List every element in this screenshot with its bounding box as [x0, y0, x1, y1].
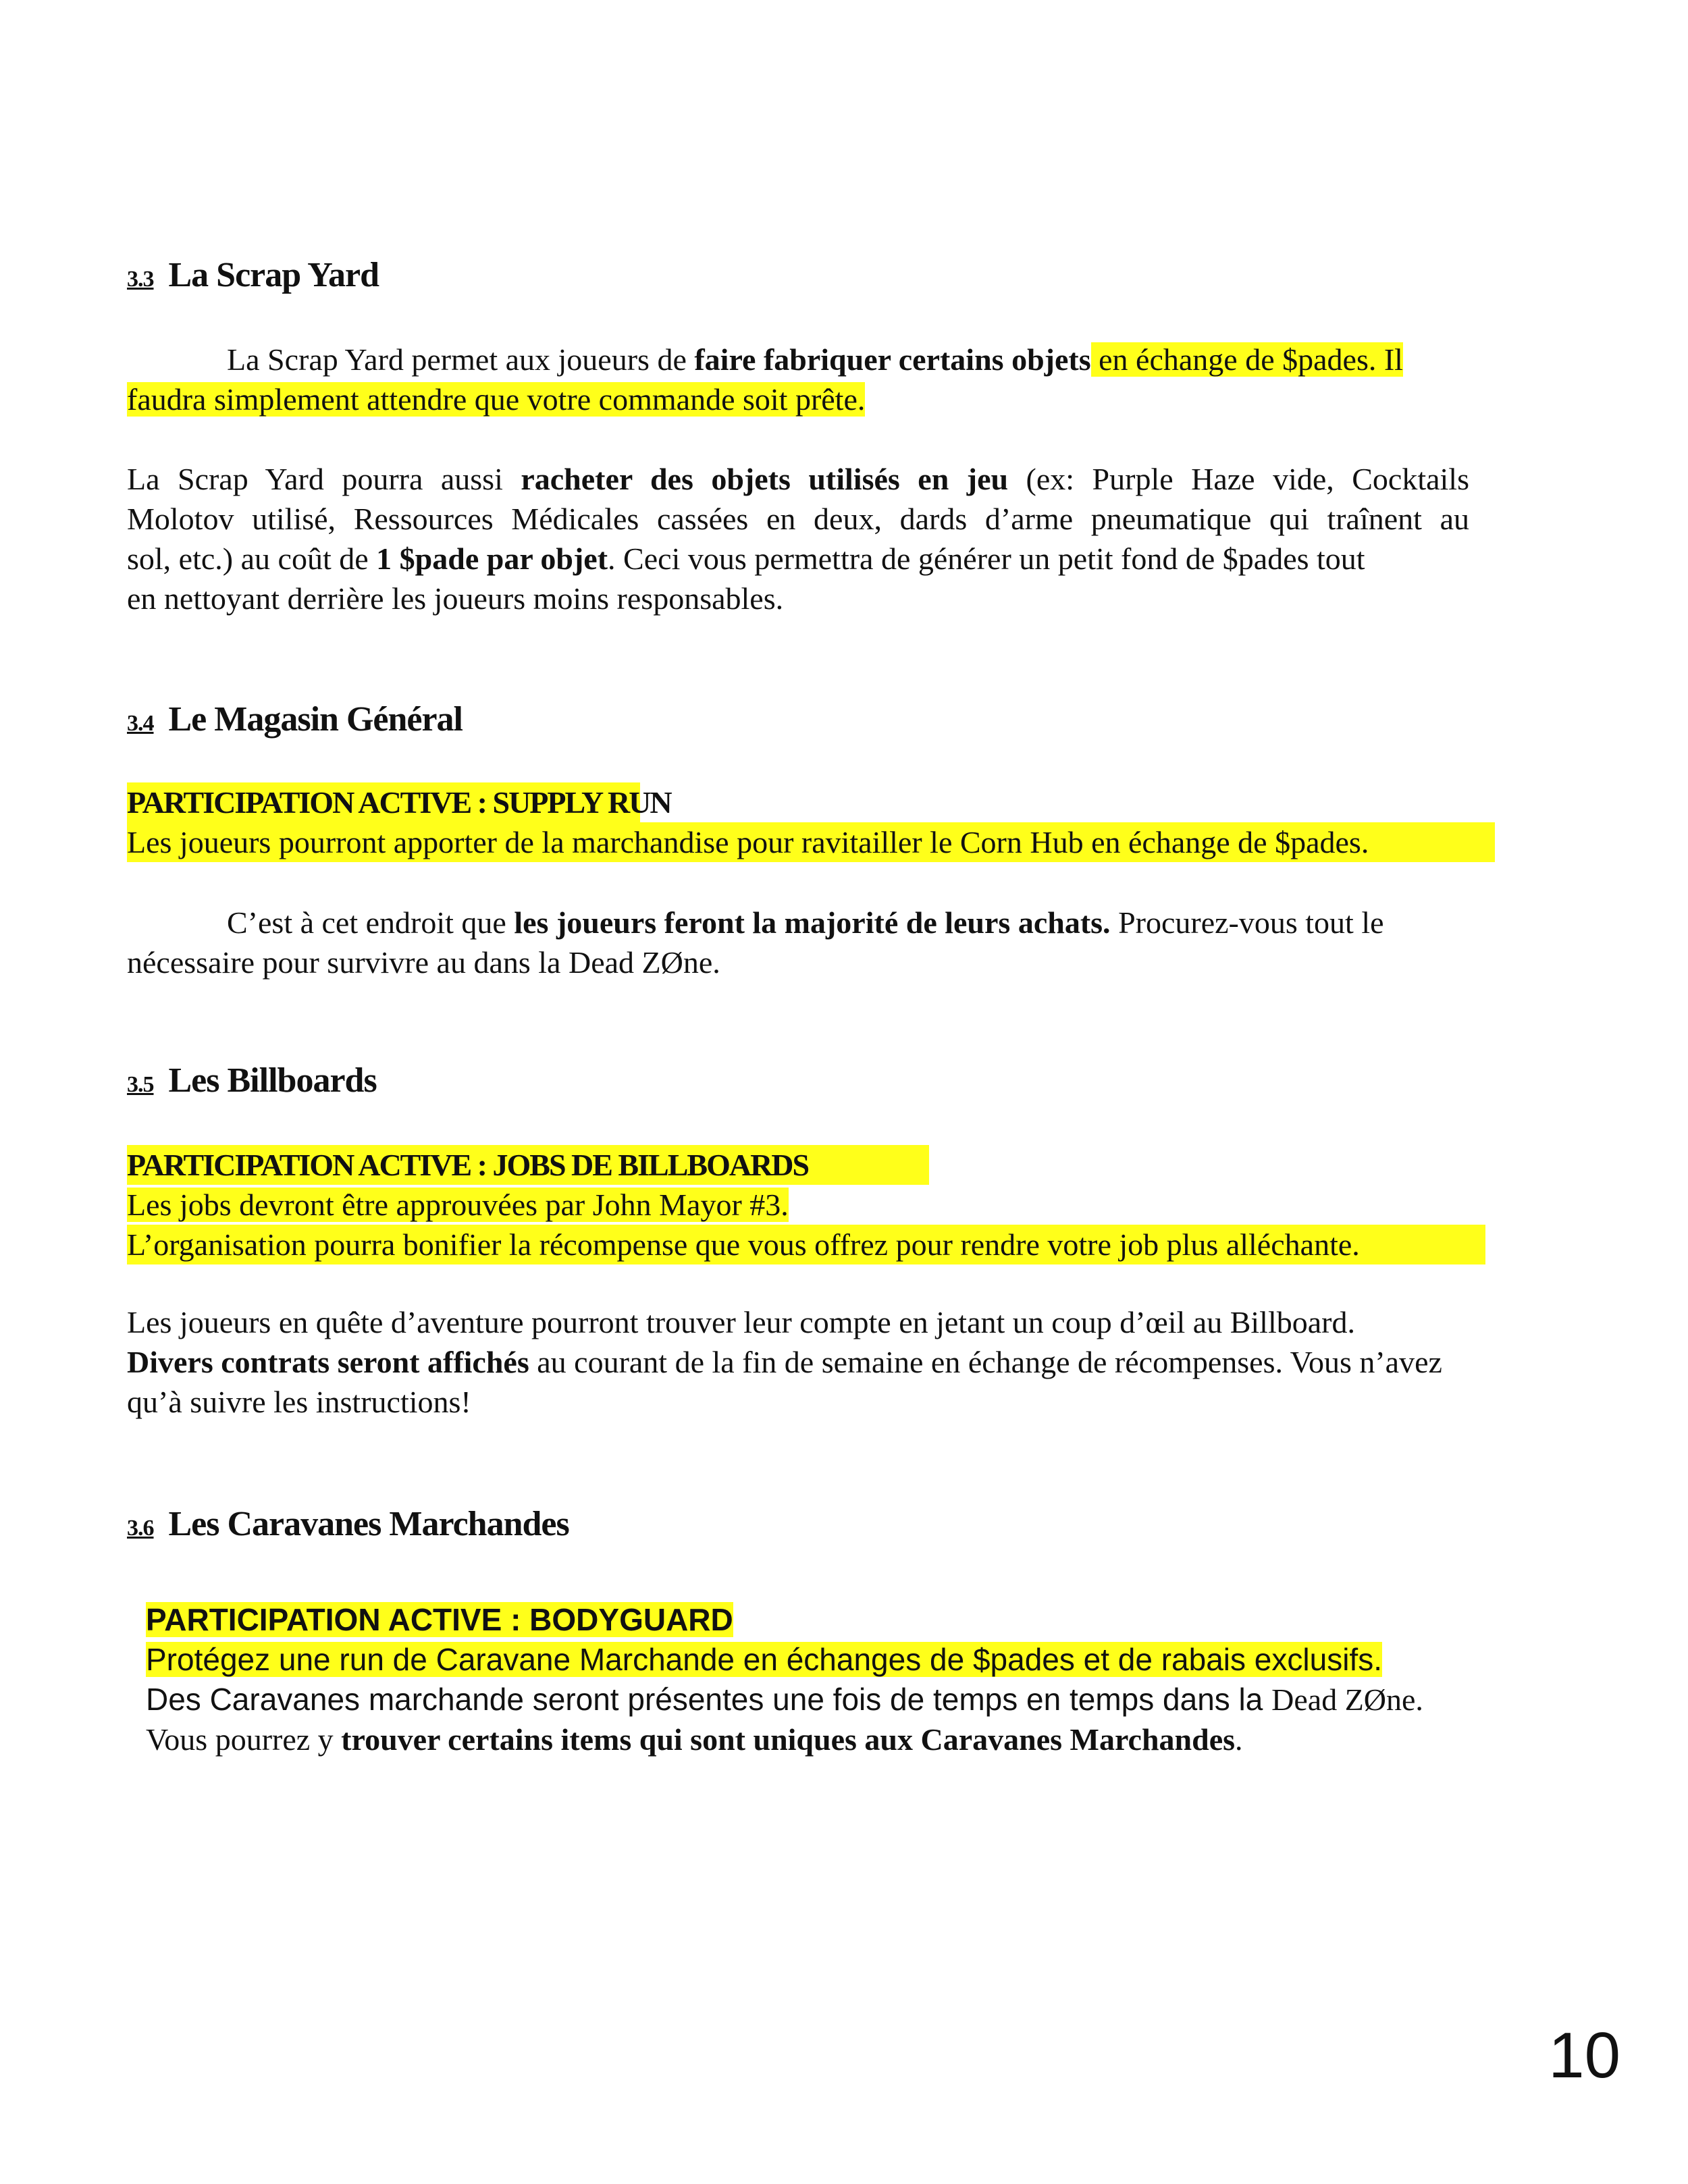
section-title: Les Billboards	[168, 1061, 377, 1100]
section-number: 3.4	[127, 711, 154, 736]
section-title: La Scrap Yard	[168, 256, 379, 294]
paragraph-scrap-yard-1: La Scrap Yard permet aux joueurs de faire fabriquer certains objets en échange de $pades. Il faudra simplement attendre que votre commande soit prête.	[127, 342, 1403, 417]
paragraph-billboards: Les joueurs en quête d’aventure pourront trouver leur compte en jetant un coup d’œil au Billboard. Divers contrats seront affichés au courant de la fin de semaine en échange de récompenses. Vous n’avez qu’à suivre les instructions!	[127, 1305, 1442, 1419]
participation-text: L’organisation pourra bonifier la récompense que vous offrez pour rendre votre job plus alléchante.	[127, 1225, 1485, 1264]
page-number: 10	[1548, 2019, 1620, 2092]
participation-box-supply-run	[127, 782, 1565, 862]
paragraph-caravanes: Des Caravanes marchande seront présentes une fois de temps en temps dans la Dead ZØne. Vous pourrez y trouver certains items qui sont uniques aux Caravanes Marchandes.	[146, 1682, 1423, 1757]
section-number: 3.3	[127, 267, 154, 292]
participation-label: PARTICIPATION ACTIVE : SUPPLY RUN	[127, 782, 640, 822]
section-number: 3.5	[127, 1072, 154, 1097]
section-heading-3-6	[127, 1504, 569, 1549]
participation-label: PARTICIPATION ACTIVE : JOBS DE BILLBOARDS	[127, 1145, 929, 1185]
section-title: Le Magasin Général	[168, 700, 463, 739]
section-heading-3-4	[127, 699, 463, 744]
section-title: Les Caravanes Marchandes	[168, 1505, 569, 1543]
participation-label: PARTICIPATION ACTIVE : BODYGUARD	[146, 1602, 733, 1637]
paragraph-magasin: C’est à cet endroit que les joueurs feront la majorité de leurs achats. Procurez-vous tout le nécessaire pour survivre au dans la Dead ZØne.	[127, 905, 1384, 980]
paragraph-scrap-yard-2: La Scrap Yard pourra aussi racheter des objets utilisés en jeu (ex: Purple Haze vide, Cocktails Molotov utilisé, Ressources Médicales cassées en deux, dards d’arme pneumatique qui traînent au sol, etc.) au coût de 1 $pade par objet. Ceci vous permettra de générer un petit fond de $pades tout en nettoyant derrière les joueurs moins responsables.	[127, 462, 1469, 616]
section-heading-3-3	[127, 255, 379, 300]
section-heading-3-5	[127, 1061, 377, 1105]
participation-text: Les jobs devront être approuvées par John Mayor #3.	[127, 1188, 789, 1222]
participation-text: Protégez une run de Caravane Marchande en échanges de $pades et de rabais exclusifs.	[146, 1642, 1382, 1677]
participation-text: Les joueurs pourront apporter de la marchandise pour ravitailler le Corn Hub en échange de $pades.	[127, 822, 1495, 862]
participation-box-bodyguard	[146, 1600, 1584, 1680]
section-number: 3.6	[127, 1516, 154, 1541]
participation-box-billboards	[127, 1145, 1565, 1264]
